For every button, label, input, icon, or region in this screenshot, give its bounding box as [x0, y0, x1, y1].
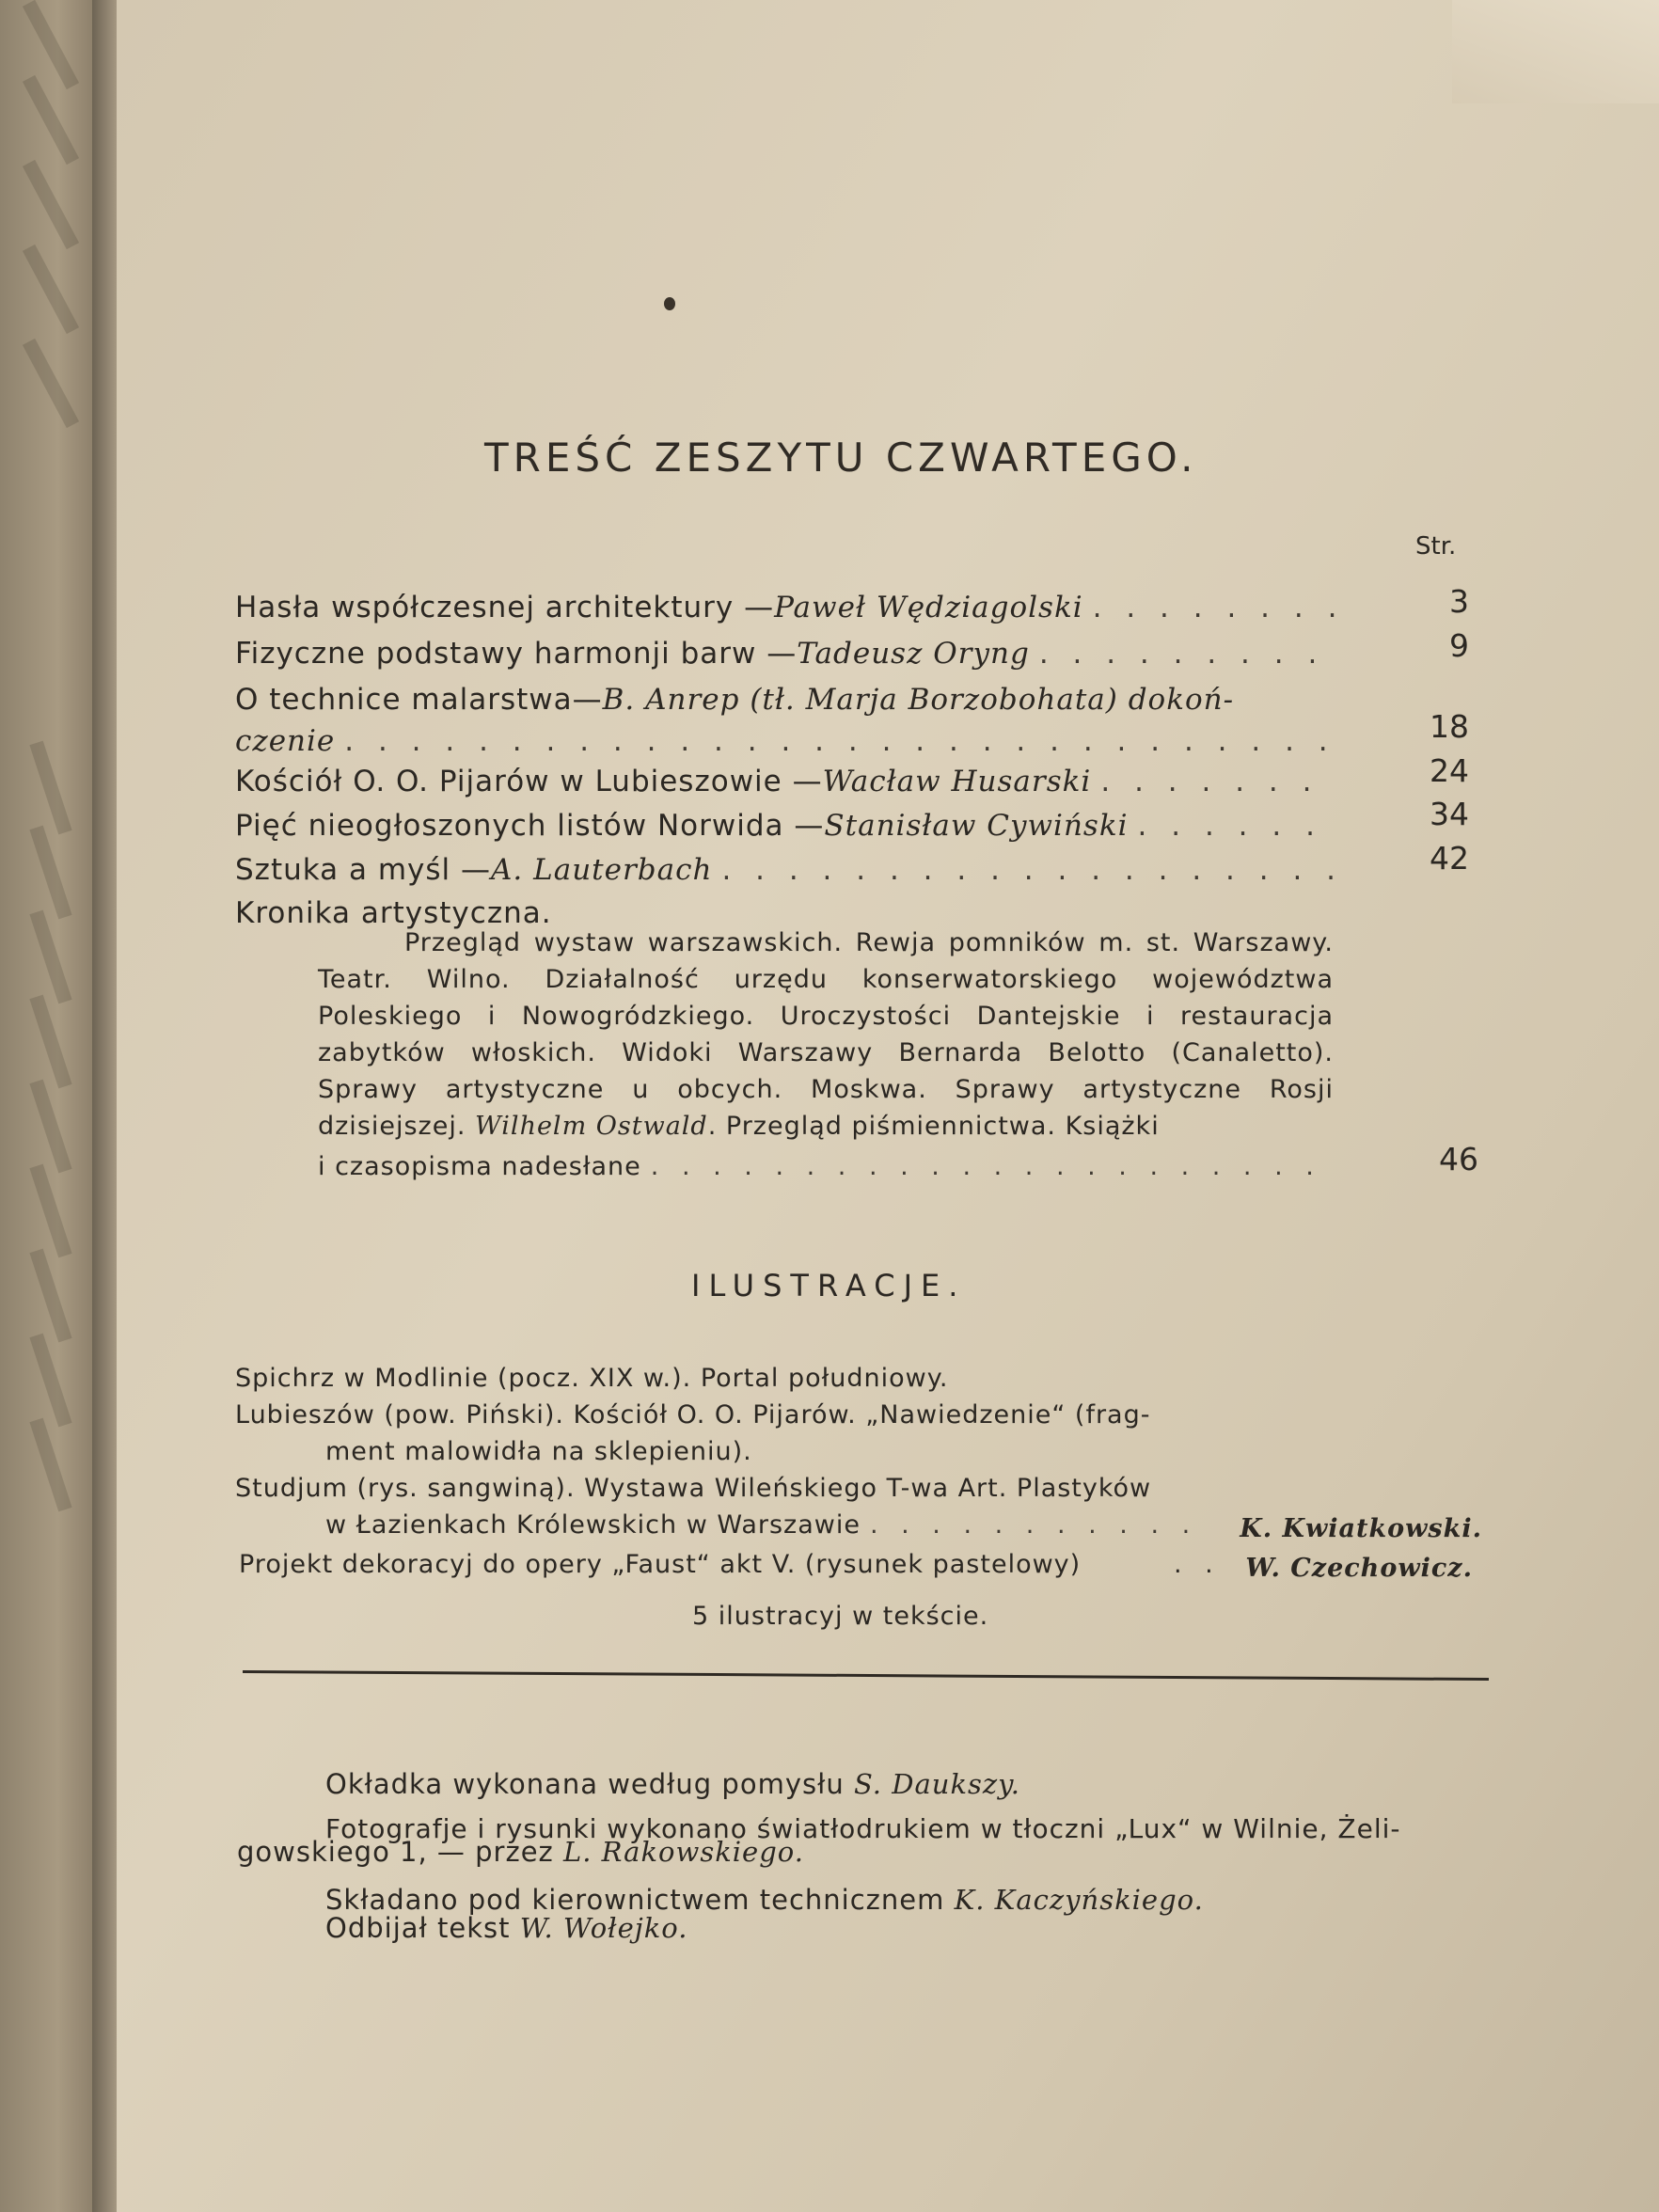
facing-page-text-fragment [23, 75, 79, 165]
facing-page-text-fragment [29, 1080, 71, 1174]
facing-page-text-fragment [29, 1249, 71, 1343]
facing-page-text-fragment [29, 826, 71, 920]
toc-page-number: 9 [1449, 627, 1469, 664]
page-column-label: Str. [1415, 532, 1457, 561]
leader-dots [1083, 591, 1335, 624]
colophon-text: Składano pod kierownictwem technicznem [325, 1884, 955, 1916]
toc-entry [235, 591, 1335, 624]
colophon-text: Odbijał tekst [325, 1912, 520, 1944]
facing-page-text-fragment [23, 245, 79, 334]
illustration-item-text: w Łazienkach Królewskich w Warszawie [325, 1510, 861, 1540]
kronika-last-text: i czasopisma nadesłane [318, 1152, 641, 1181]
facing-page-text-fragment [29, 741, 71, 835]
kronika-last-line [318, 1152, 1334, 1181]
illustration-item: Projekt dekoracyj do opery „Faust“ akt V. (rysunek pastelowy) [239, 1550, 1082, 1579]
page-corner [1452, 0, 1659, 103]
facing-page-edge [0, 0, 105, 2212]
toc-entry-author: Tadeusz Oryng [797, 637, 1030, 671]
leader-dots [1091, 765, 1335, 798]
illustration-item: Spichrz w Modlinie (pocz. XIX w.). Portal południowy. [235, 1364, 949, 1393]
colophon-line [237, 1836, 804, 1868]
toc-entry-author: czenie [235, 724, 336, 758]
facing-page-text-fragment [29, 1334, 71, 1428]
page-title: TREŚĆ ZESZYTU CZWARTEGO. [484, 434, 1198, 481]
toc-entry-continuation [235, 724, 1335, 758]
facing-page-text-fragment [23, 339, 79, 428]
toc-page-number: 24 [1430, 752, 1469, 789]
colophon-text: gowskiego 1, — przez [237, 1836, 563, 1868]
colophon-name: K. Kaczyńskiego. [954, 1884, 1204, 1916]
kronika-description-tail: . Przegląd piśmiennictwa. Książki [707, 1112, 1160, 1141]
toc-entry-title: Fizyczne podstawy harmonji barw — [235, 637, 798, 671]
colophon-name: W. Wołejko. [519, 1912, 688, 1944]
kronika-description [318, 924, 1334, 1145]
toc-page-number: 46 [1439, 1141, 1478, 1177]
leader-dots [641, 1152, 1334, 1181]
toc-entry-title: Hasła współczesnej architektury — [235, 591, 775, 624]
colophon-name: S. Daukszy. [853, 1768, 1020, 1800]
toc-entry-title: O technice malarstwa— [235, 683, 603, 717]
facing-page-text-fragment [29, 910, 71, 1004]
illustration-item: Lubieszów (pow. Piński). Kościół O. O. Pijarów. „Nawiedzenie“ (frag- [235, 1400, 1151, 1430]
illustration-item-continuation: ment malowidła na sklepieniu). [325, 1437, 752, 1466]
kronika-heading: Kronika artystyczna. [235, 896, 552, 930]
toc-page-number: 18 [1430, 708, 1469, 745]
leader-dots: . . [1174, 1550, 1221, 1579]
illustration-credit: K. Kwiatkowski. [1240, 1514, 1482, 1543]
illustration-credit: W. Czechowicz. [1245, 1554, 1473, 1583]
colophon-name: L. Rakowskiego. [562, 1836, 804, 1868]
toc-entry-author: B. Anrep (tł. Marja Borzobohata) dokoń- [602, 683, 1235, 717]
colophon-line: Fotografje i rysunki wykonano światłodrukiem w tłoczni „Lux“ w Wilnie, Żeli- [325, 1813, 1401, 1844]
colophon-line [325, 1912, 687, 1944]
leader-dots [1030, 637, 1335, 671]
facing-page-text-fragment [23, 160, 79, 249]
illustrations-heading: ILUSTRACJE. [691, 1268, 967, 1304]
toc-entry-title: Sztuka a myśl — [235, 853, 492, 887]
leader-dots [712, 853, 1335, 887]
kronika-description-name: Wilhelm Ostwald [475, 1112, 708, 1141]
facing-page-text-fragment [29, 995, 71, 1089]
toc-entry-author: Paweł Wędziagolski [774, 591, 1083, 624]
colophon-line [325, 1768, 1020, 1800]
toc-entry-title: Pięć nieogłoszonych listów Norwida — [235, 809, 825, 843]
ink-spot [664, 297, 675, 310]
facing-page-text-fragment [29, 1418, 71, 1512]
toc-entry-author: Wacław Husarski [822, 765, 1092, 798]
toc-entry [235, 765, 1335, 798]
toc-entry-author: A. Lauterbach [491, 853, 713, 887]
toc-entry [235, 683, 1335, 717]
leader-dots [861, 1510, 1209, 1540]
leader-dots [335, 724, 1335, 758]
leader-dots [1129, 809, 1335, 843]
toc-entry [235, 809, 1335, 843]
kronika-description-text: Przegląd wystaw warszawskich. Rewja pomników m. st. Warszawy. Teatr. Wilno. Działalność urzędu konserwatorskiego województwa Poleskiego i Nowogródzkiego. Uroczystości Dantejskie i restauracja zabytków włoskich. Widoki Warszawy Bernarda Belotto (Canaletto). Sprawy artystyczne u obcych. Moskwa. Sprawy artystyczne Rosji dzisiejszej. [318, 928, 1334, 1141]
toc-entry-title: Kościół O. O. Pijarów w Lubieszowie — [235, 765, 823, 798]
toc-page-number: 34 [1430, 796, 1469, 832]
illustration-item: Studjum (rys. sangwiną). Wystawa Wileńskiego T-wa Art. Plastyków [235, 1474, 1152, 1503]
illustrations-note: 5 ilustracyj w tekście. [692, 1602, 989, 1631]
facing-page-text-fragment [29, 1164, 71, 1258]
colophon-line [325, 1884, 1204, 1916]
toc-page-number: 3 [1449, 583, 1469, 620]
illustration-item-continuation [325, 1510, 1209, 1540]
toc-entry [235, 853, 1335, 887]
toc-page-number: 42 [1430, 840, 1469, 877]
toc-entry [235, 637, 1335, 671]
colophon-text: Okładka wykonana według pomysłu [325, 1768, 854, 1800]
toc-entry-author: Stanisław Cywiński [824, 809, 1129, 843]
